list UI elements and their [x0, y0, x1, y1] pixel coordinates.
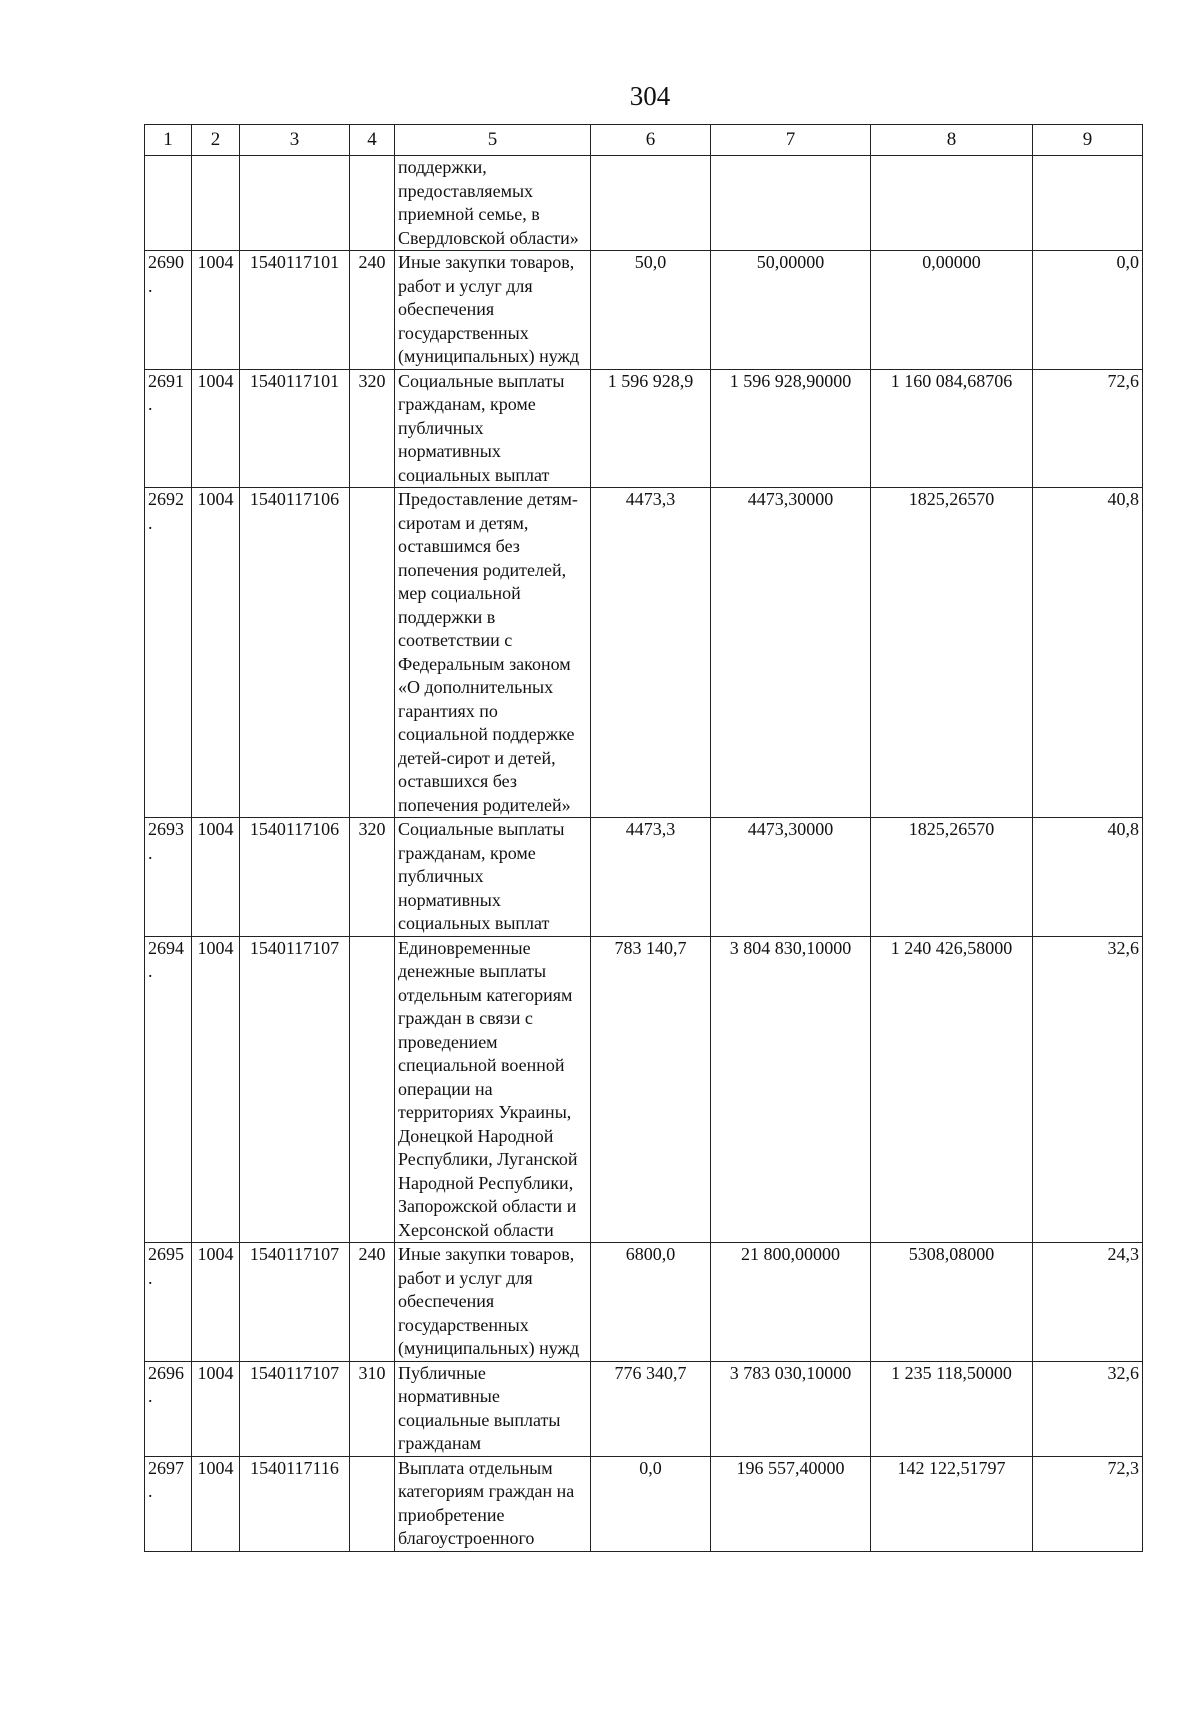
expense-type-cell [350, 156, 395, 251]
item-name-line: попечения родителей, [398, 559, 567, 580]
header-col-9: 9 [1033, 125, 1143, 156]
section-code-cell: 1004 [192, 369, 240, 488]
value-col-6-cell: 50,0 [591, 251, 711, 370]
item-name-line: работ и услуг для [398, 275, 533, 296]
table-row [145, 818, 1143, 937]
item-name-cell [395, 1361, 591, 1456]
value-col-8-cell: 142 122,51797 [871, 1456, 1033, 1551]
item-name-line: работ и услуг для [398, 1267, 533, 1288]
value-col-6-cell: 0,0 [591, 1456, 711, 1551]
page-number: 304 [629, 81, 671, 111]
item-name-line: мер социальной [398, 583, 521, 603]
header-col-6: 6 [591, 125, 711, 156]
item-name-line: Публичные [398, 1362, 486, 1383]
target-code-cell: 1540117116 [240, 1456, 350, 1551]
item-name-cell [395, 818, 591, 937]
item-name-line: Федеральным законом [398, 653, 571, 674]
item-name-line: «О дополнительных [398, 677, 554, 697]
value-col-6-cell: 4473,3 [591, 488, 711, 818]
expense-type-cell [350, 936, 395, 1243]
table-row [145, 156, 1143, 251]
header-col-1: 1 [145, 125, 192, 156]
row-number-cell: 2690. [145, 251, 192, 370]
value-col-8-cell: 1 240 426,58000 [871, 936, 1033, 1243]
item-name-line: Социальные выплаты [398, 819, 565, 839]
item-name-cell [395, 936, 591, 1243]
percent-col-9-cell: 0,0 [1033, 251, 1143, 370]
row-number-cell: 2696. [145, 1361, 192, 1456]
item-name-line: Иные закупки товаров, [398, 1244, 575, 1264]
value-col-6-cell: 6800,0 [591, 1243, 711, 1362]
value-col-7-cell: 21 800,00000 [711, 1243, 871, 1362]
item-name-line: оставшихся без [398, 771, 517, 791]
value-col-8-cell: 1 160 084,68706 [871, 369, 1033, 488]
item-name-line: проведением [398, 1031, 498, 1052]
item-name-line: граждан в связи с [398, 1008, 533, 1028]
row-number-cell [145, 156, 192, 251]
item-name-line: попечения родителей» [398, 794, 571, 815]
section-code-cell: 1004 [192, 818, 240, 937]
item-name-cell [395, 1243, 591, 1362]
value-col-7-cell: 196 557,40000 [711, 1456, 871, 1551]
item-name-line: приемной семье, в [398, 204, 540, 224]
item-name-line: нормативных [398, 441, 501, 461]
item-name-line: специальной военной [398, 1055, 565, 1075]
item-name-line: Народной Республики, [398, 1172, 574, 1193]
value-col-6-cell [591, 156, 711, 251]
value-col-7-cell: 4473,30000 [711, 818, 871, 937]
item-name-line: гражданам, кроме [398, 842, 536, 863]
header-col-2: 2 [192, 125, 240, 156]
table-body [145, 156, 1143, 1552]
section-code-cell: 1004 [192, 1456, 240, 1551]
item-name-line: государственных [398, 1314, 529, 1335]
item-name-line: категориям граждан на [398, 1481, 575, 1501]
header-col-8: 8 [871, 125, 1033, 156]
row-number-cell: 2691. [145, 369, 192, 488]
item-name-line: государственных [398, 322, 529, 343]
header-col-5: 5 [395, 125, 591, 156]
section-code-cell: 1004 [192, 936, 240, 1243]
expense-type-cell [350, 488, 395, 818]
target-code-cell: 1540117106 [240, 488, 350, 818]
value-col-8-cell: 5308,08000 [871, 1243, 1033, 1362]
budget-table [144, 124, 1143, 1552]
item-name-line: поддержки в [398, 606, 496, 627]
value-col-6-cell: 776 340,7 [591, 1361, 711, 1456]
value-col-6-cell: 4473,3 [591, 818, 711, 937]
value-col-8-cell: 1825,26570 [871, 488, 1033, 818]
item-name-cell [395, 369, 591, 488]
item-name-line: Донецкой Народной [398, 1125, 554, 1146]
item-name-line: Свердловской области» [398, 227, 579, 248]
table-row [145, 251, 1143, 370]
value-col-8-cell: 1825,26570 [871, 818, 1033, 937]
value-col-6-cell: 1 596 928,9 [591, 369, 711, 488]
row-number-cell: 2692. [145, 488, 192, 818]
item-name-line: публичных [398, 866, 484, 886]
expense-type-cell [350, 1456, 395, 1551]
item-name-line: обеспечения [398, 1291, 495, 1311]
value-col-8-cell: 0,00000 [871, 251, 1033, 370]
target-code-cell: 1540117101 [240, 369, 350, 488]
table-row [145, 936, 1143, 1243]
section-code-cell: 1004 [192, 1243, 240, 1362]
header-col-7: 7 [711, 125, 871, 156]
table-row [145, 1361, 1143, 1456]
section-code-cell [192, 156, 240, 251]
item-name-line: отдельным категориям [398, 984, 573, 1005]
expense-type-cell: 240 [350, 251, 395, 370]
table-row [145, 1243, 1143, 1362]
item-name-line: Единовременные [398, 937, 531, 958]
item-name-line: соответствии с [398, 630, 513, 650]
item-name-line: нормативные [398, 1386, 500, 1406]
header-row [145, 125, 1143, 156]
item-name-line: операции на [398, 1078, 493, 1099]
item-name-line: Запорожской области и [398, 1196, 577, 1216]
item-name-line: Республики, Луганской [398, 1149, 578, 1169]
percent-col-9-cell: 24,3 [1033, 1243, 1143, 1362]
value-col-8-cell: 1 235 118,50000 [871, 1361, 1033, 1456]
item-name-line: детей-сирот и детей, [398, 747, 556, 768]
item-name-line: оставшимся без [398, 536, 520, 556]
item-name-line: социальных выплат [398, 464, 550, 485]
section-code-cell: 1004 [192, 1361, 240, 1456]
row-number-cell: 2695. [145, 1243, 192, 1362]
item-name-line: (муниципальных) нужд [398, 1338, 580, 1358]
value-col-7-cell: 3 804 830,10000 [711, 936, 871, 1243]
expense-type-cell: 320 [350, 818, 395, 937]
item-name-line: социальных выплат [398, 913, 550, 933]
value-col-7-cell: 1 596 928,90000 [711, 369, 871, 488]
item-name-line: Херсонской области [398, 1219, 554, 1240]
row-number-cell: 2694. [145, 936, 192, 1243]
item-name-line: нормативных [398, 889, 501, 910]
value-col-8-cell [871, 156, 1033, 251]
table-row [145, 488, 1143, 818]
target-code-cell [240, 156, 350, 251]
section-code-cell: 1004 [192, 251, 240, 370]
item-name-line: социальной поддержке [398, 724, 575, 744]
expense-type-cell: 310 [350, 1361, 395, 1456]
item-name-line: приобретение [398, 1504, 505, 1525]
item-name-line: денежные выплаты [398, 961, 547, 981]
table-row [145, 1456, 1143, 1551]
item-name-line: благоустроенного [398, 1528, 535, 1548]
value-col-6-cell: 783 140,7 [591, 936, 711, 1243]
row-number-cell: 2693. [145, 818, 192, 937]
item-name-line: гражданам [398, 1433, 481, 1453]
item-name-line: сиротам и детям, [398, 512, 529, 533]
percent-col-9-cell: 32,6 [1033, 936, 1143, 1243]
value-col-7-cell: 4473,30000 [711, 488, 871, 818]
table-header [145, 125, 1143, 156]
row-number-cell: 2697. [145, 1456, 192, 1551]
percent-col-9-cell: 40,8 [1033, 818, 1143, 937]
table-row [145, 369, 1143, 488]
item-name-line: гарантиях по [398, 700, 498, 721]
percent-col-9-cell: 72,6 [1033, 369, 1143, 488]
item-name-line: гражданам, кроме [398, 394, 536, 414]
item-name-line: поддержки, [398, 157, 487, 177]
item-name-line: Предоставление детям- [398, 489, 578, 509]
item-name-line: социальные выплаты [398, 1409, 561, 1430]
percent-col-9-cell [1033, 156, 1143, 251]
header-col-4: 4 [350, 125, 395, 156]
percent-col-9-cell: 40,8 [1033, 488, 1143, 818]
item-name-line: обеспечения [398, 299, 495, 319]
item-name-line: Социальные выплаты [398, 370, 565, 391]
percent-col-9-cell: 72,3 [1033, 1456, 1143, 1551]
item-name-cell [395, 251, 591, 370]
target-code-cell: 1540117101 [240, 251, 350, 370]
item-name-line: публичных [398, 417, 484, 438]
target-code-cell: 1540117107 [240, 936, 350, 1243]
item-name-line: предоставляемых [398, 180, 534, 201]
value-col-7-cell [711, 156, 871, 251]
value-col-7-cell: 3 783 030,10000 [711, 1361, 871, 1456]
value-col-7-cell: 50,00000 [711, 251, 871, 370]
header-col-3: 3 [240, 125, 350, 156]
item-name-line: Иные закупки товаров, [398, 252, 575, 272]
target-code-cell: 1540117106 [240, 818, 350, 937]
section-code-cell: 1004 [192, 488, 240, 818]
item-name-line: территориях Украины, [398, 1102, 572, 1122]
target-code-cell: 1540117107 [240, 1361, 350, 1456]
item-name-line: Выплата отдельным [398, 1457, 553, 1478]
target-code-cell: 1540117107 [240, 1243, 350, 1362]
percent-col-9-cell: 32,6 [1033, 1361, 1143, 1456]
expense-type-cell: 240 [350, 1243, 395, 1362]
item-name-cell [395, 156, 591, 251]
item-name-line: (муниципальных) нужд [398, 346, 580, 366]
item-name-cell [395, 488, 591, 818]
expense-type-cell: 320 [350, 369, 395, 488]
item-name-cell [395, 1456, 591, 1551]
